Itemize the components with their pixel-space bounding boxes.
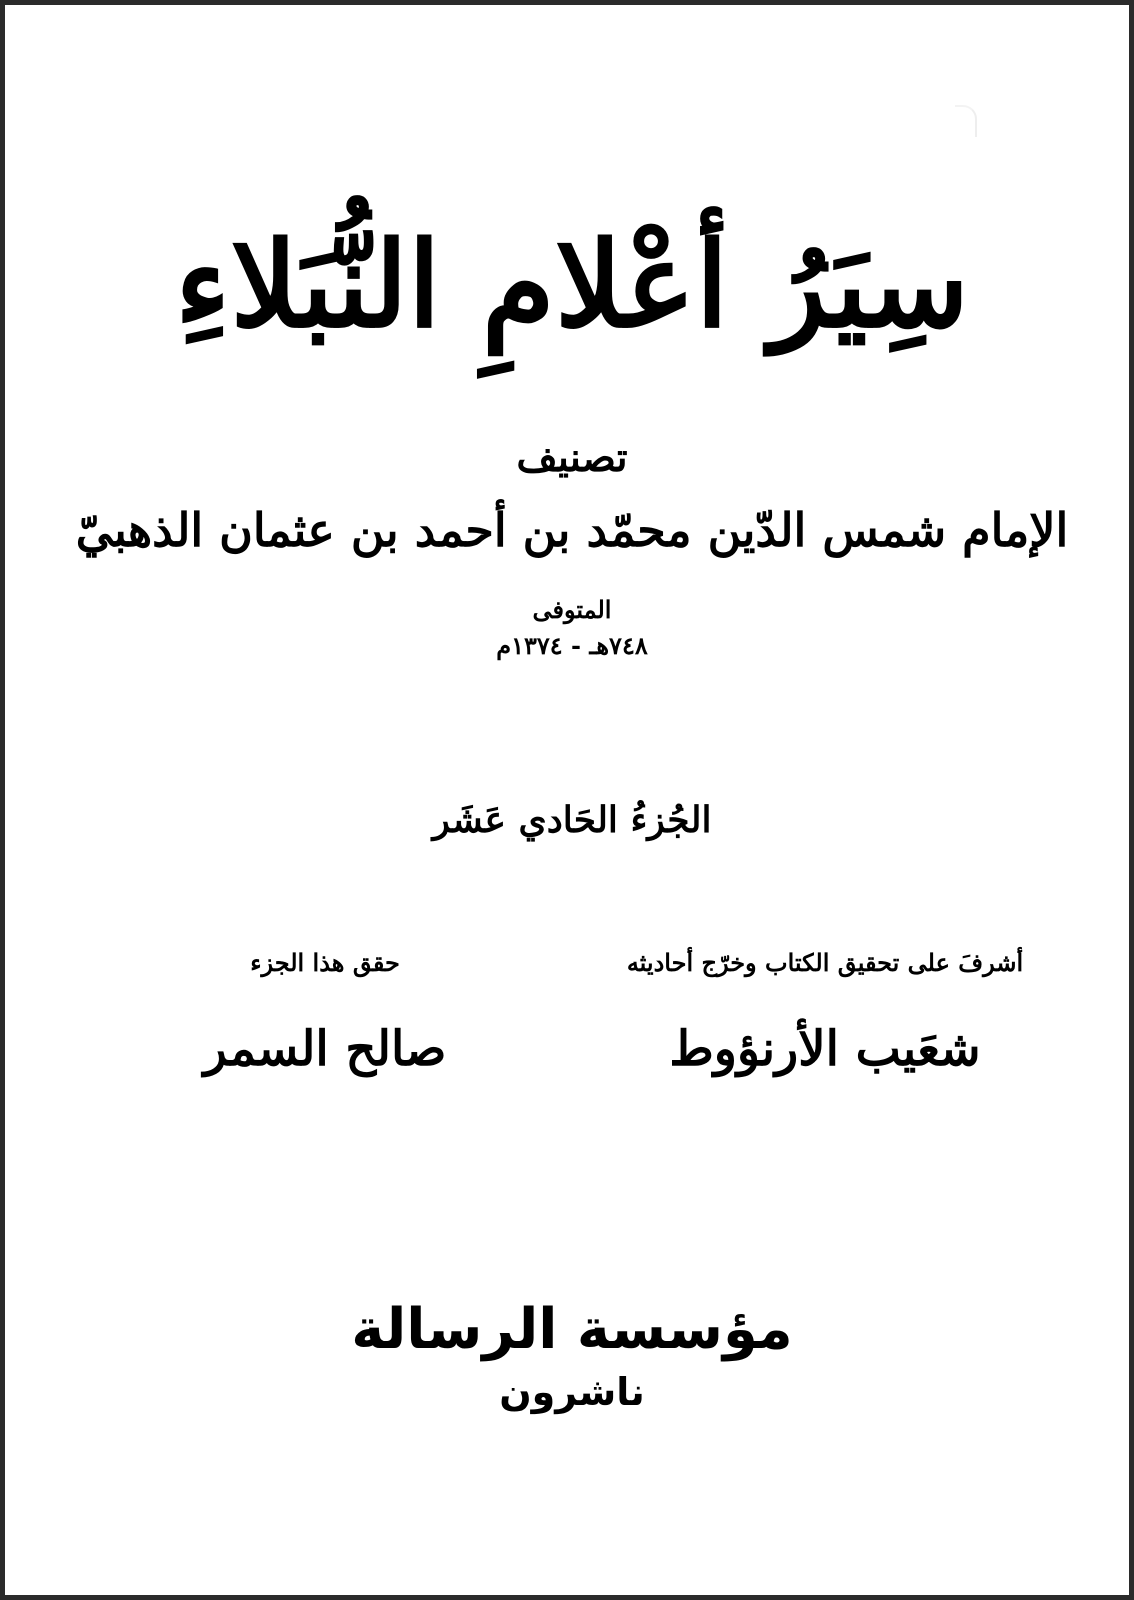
- bleed-through-mark: [955, 105, 977, 137]
- supervisor-credit: [625, 945, 1025, 1079]
- editor-credit: [155, 945, 495, 1079]
- publisher-subtitle: ناشرون: [499, 1370, 645, 1414]
- supervisor-name: شعَيب الأرنؤوط: [669, 1021, 981, 1077]
- editor-role: حقق هذا الجزء: [250, 948, 400, 977]
- died-label: المتوفى: [532, 595, 612, 624]
- volume-label: الجُزءُ الحَادي عَشَر: [432, 799, 712, 841]
- editor-name: صالح السمر: [203, 1021, 447, 1077]
- author-label: تصنيف: [516, 434, 628, 481]
- author-name: الإمام شمس الدّين محمّد بن أحمد بن عثمان الذهبيّ: [75, 503, 1069, 557]
- supervisor-role: أشرفَ على تحقيق الكتاب وخرّج أحاديثه: [626, 948, 1024, 977]
- publisher-name: مؤسسة الرسالة: [351, 1297, 793, 1362]
- died-date: ٧٤٨هـ - ١٣٧٤م: [496, 631, 648, 660]
- book-title: سِيَرُ أعْلامِ النُّبَلاءِ: [174, 215, 970, 354]
